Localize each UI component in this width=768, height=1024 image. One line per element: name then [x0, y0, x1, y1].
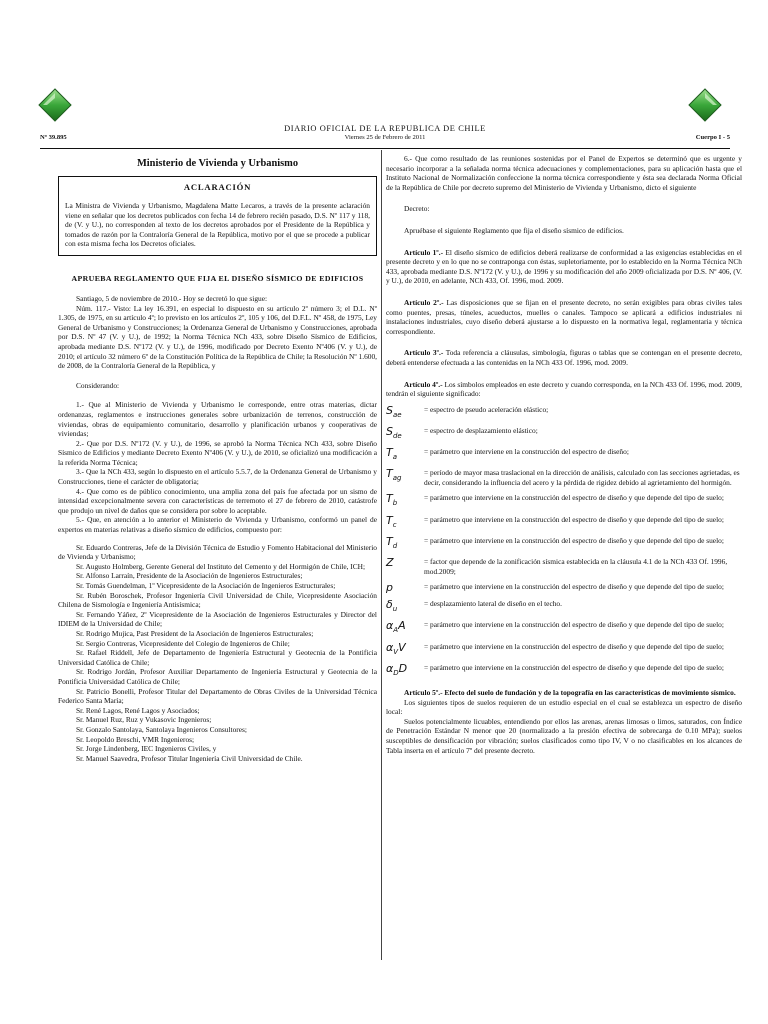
article-5-paragraph-1: Los siguientes tipos de suelos requieren de un estudio especial en el cual se establezca un espectro de diseño local:: [386, 697, 742, 717]
considerando-2: 2.- Que por D.S. Nº172 (V. y U.), de 1996, se aprobó la Norma Técnica NCh 433, sobre Diseño Sísmico de Edificios y mediante Decreto Exento Nº406 (V. y U.), de 2010, se oficializó una modificación a la referida Norma Técnica;: [58, 438, 377, 467]
left-column: [58, 150, 377, 763]
symbol-row: [386, 557, 742, 576]
article-3-heading: Artículo 3º.-: [404, 348, 444, 358]
article-4-text: Los símbolos empleados en este decreto y cuando corresponda, en la NCh 433 Of. 1996, mod. 2009, tendrán el siguiente significado:: [386, 379, 742, 399]
considerando-1: 1.- Que al Ministerio de Vivienda y Urbanismo le corresponde, entre otras materias, dictar ordenanzas, reglamentos e instrucciones generales sobre urbanización de terrenos, construcción de viviendas, obras de equipamiento comunitario, desarrollo y planificación urbanos y cooperativas de viviendas;: [58, 400, 377, 439]
symbol: $\alpha_AA$: [386, 619, 406, 635]
symbol-definition: = desplazamiento lateral de diseño en el techo.: [424, 599, 562, 609]
symbol: $S_{ae}$: [386, 403, 402, 419]
symbol-row: [386, 468, 742, 487]
symbol: $T_b$: [386, 492, 398, 508]
considerando-heading: Considerando:: [76, 380, 120, 390]
symbol-definition: = parámetro que interviene en la construcción del espectro de diseño y que depende del tipo de suelo;: [424, 582, 724, 592]
panel-member: Sr. Manuel Ruz, Ruz y Vukasovic Ingenieros;: [76, 715, 212, 725]
article-5-title: Artículo 5º.- Efecto del suelo de fundación y de la topografía en las características de movimiento sísmico.: [404, 687, 736, 697]
article-1-heading: Artículo 1º.-: [404, 247, 444, 257]
panel-member: Sr. Alfonso Larraín, Presidente de la Asociación de Ingenieros Estructurales;: [76, 571, 303, 581]
issue-number: Nº 39.895: [40, 134, 67, 141]
symbol-definition: = parámetro que interviene en la construcción del espectro de diseño y que depende del tipo de suelo;: [424, 662, 724, 672]
panel-member: Sr. Sergio Contreras, Vicepresidente del Colegio de Ingenieros de Chile;: [76, 638, 290, 648]
article-1-text: El diseño sísmico de edificios deberá realizarse de conformidad a las exigencias establecidas en el presente decreto y en lo que no se contraponga con éstas, supletoriamente, por lo establecido en la Norma Técnica NCh 433, aprobada mediante D.S. Nº172 (V. y U.), de 1996 y su modificación del año 2009 oficializada por D.S. Nº 406, (V. y U.), de 2010, en adelante, NCh 433, Of. 1996, mod. 2009.: [386, 247, 742, 286]
symbol-row: [386, 663, 742, 678]
symbol-row: [386, 447, 742, 462]
approval-paragraph: Apruébase el siguiente Reglamento que fija el diseño sísmico de edificios.: [404, 225, 624, 235]
panel-member: Sr. Rafael Riddell, Jefe de Departamento de Ingeniería Estructural y Geotecnia de la Pontificia Universidad Católica de Chile;: [58, 648, 377, 667]
symbol-row: [386, 426, 742, 441]
symbol-definition: = período de mayor masa traslacional en la dirección de análisis, calculado con las secciones agrietadas, es decir, considerando la influencia del acero y la pérdida de rigidez debido al agrietamiento del hormigón.: [424, 468, 740, 487]
panel-member: Sr. Rodrigo Jordán, Profesor Auxiliar Departamento de Ingeniería Estructural y Geotecnia de la Pontificia Universidad Católica de Chile;: [58, 667, 377, 686]
symbol-definition: = espectro de desplazamiento elástico;: [424, 425, 538, 435]
article-3-text: Toda referencia a cláusulas, simbología, figuras o tablas que se contengan en el presente decreto, deberá entenderse efectuada a las contenidas en la NCh 433 Of. 1996, mod. 2009.: [386, 348, 742, 367]
considerando-6: 6.- Que como resultado de las reuniones sostenidas por el Panel de Expertos se determinó que es urgente y necesario incorporar a la señalada norma técnica adecuaciones y complementaciones, para su aplicación hasta que el Instituto Nacional de Normalización confeccione la norma técnica correspondiente y ésta sea declarada Norma Oficial de la República de Chile por decreto supremo del Ministerio de Vivienda y Urbanismo, dicto el siguiente: [386, 154, 742, 192]
symbol: p: [386, 581, 393, 595]
decreto-heading: Decreto:: [404, 204, 430, 214]
symbol-definition: = parámetro que interviene en la construcción del espectro de diseño y que depende del tipo de suelo;: [424, 535, 724, 545]
article-2-text: Las disposiciones que se fijan en el presente decreto, no serán exigibles para obras civiles tales como puentes, presas, túneles, acueductos, muelles o canales. Tampoco se aplicará a edificios industriales ni instalaciones industriales, cuyo diseño deberá ajustarse a lo dispuesto en la normativa legal, reglamentaria y técnica correspondiente.: [386, 297, 742, 336]
article-5-heading: [386, 688, 742, 698]
symbol: $\alpha_VV$: [386, 640, 406, 656]
right-column: [386, 150, 742, 755]
symbol-definition: = parámetro que interviene en la construcción del espectro de diseño y que depende del tipo de suelo;: [424, 641, 724, 651]
arrow-left-icon[interactable]: [38, 88, 72, 122]
symbol: $T_d$: [386, 534, 398, 550]
article-4-heading: Artículo 4º.-: [404, 379, 443, 389]
symbol-row: [386, 493, 742, 508]
panel-member: Sr. Patricio Bonelli, Profesor Titular del Departamento de Obras Civiles de la Universidad Técnica Federico Santa María;: [58, 686, 377, 706]
clarification-box: [58, 176, 377, 256]
article-2: [386, 298, 742, 336]
symbol-definition: = parámetro que interviene en la construcción del espectro de diseño y que depende del tipo de suelo;: [424, 514, 724, 524]
panel-member: Sr. Manuel Saavedra, Profesor Titular Ingeniería Civil Universidad de Chile.: [76, 753, 303, 763]
expert-panel-list: [58, 543, 377, 764]
considerando-4: 4.- Que como es de público conocimiento, una amplia zona del país fue afectada por un sismo de intensidad excepcionalmente severa con características de terremoto el 27 de febrero de 2010, catástrofe que produjo un nivel de daños que se considera por sobre lo aceptable.: [58, 486, 377, 515]
symbol-row: [386, 536, 742, 551]
considerando-3: 3.- Que la NCh 433, según lo dispuesto en el artículo 5.5.7, de la Ordenanza General de Urbanismo y Construcciones, tiene el carácter de obligatoria;: [58, 467, 377, 487]
panel-member: Sr. Rubén Boroschek, Profesor Ingeniería Civil Universidad de Chile, Vicepresidente Asociación Chilena de Sismología e Ingeniería Antisísmica;: [58, 590, 377, 610]
symbol-row: [386, 599, 742, 614]
issue-date: Viernes 25 de Febrero de 2011: [344, 134, 426, 141]
panel-member: Sr. Leopoldo Breschi, VMR Ingenieros;: [76, 734, 195, 744]
panel-member: Sr. Augusto Holmberg, Gerente General del Instituto del Cemento y del Hormigón de Chile, ICH;: [76, 561, 366, 571]
masthead-rule: [40, 148, 730, 149]
symbol-definition: = parámetro que interviene en la construcción del espectro de diseño;: [424, 447, 629, 457]
article-2-heading: Artículo 2º.-: [404, 297, 444, 307]
symbol: $T_c$: [386, 513, 397, 529]
symbol: $T_a$: [386, 446, 398, 462]
symbol-definitions: [386, 405, 742, 678]
symbol-row: [386, 405, 742, 420]
panel-member: Sr. René Lagos, René Lagos y Asociados;: [76, 705, 200, 715]
symbol-row: [386, 582, 742, 593]
article-1: [386, 248, 742, 286]
place-date: Santiago, 5 de noviembre de 2010.- Hoy se decretó lo que sigue:: [76, 293, 268, 303]
panel-member: Sr. Fernando Yáñez, 2º Vicepresidente de la Asociación de Ingenieros Estructurales y Director del IDIEM de la Universidad de Chile;: [58, 609, 377, 629]
clarification-text: La Ministra de Vivienda y Urbanismo, Magdalena Matte Lecaros, a través de la presente aclaración viene en señalar que los decretos publicados con fecha 14 de febrero recién pasado, D.S. Nº 117 y 118, de (V. y U.), no corresponden al texto de los decretos aprobados por el Presidente de la República y tomados de razón por la Contraloría General de la República, motivo por el que se procede a publicar con esta misma fecha los Decretos oficiales.: [65, 201, 370, 249]
article-5-paragraph-2: Suelos potencialmente licuables, entendiendo por ellos las arenas, arenas limosas o limos, saturados, con Índice de Penetración Estándar N menor que 20 (normalizado a la presión efectiva de sobrecarga de 0.10 MPa); suelos susceptibles de densificación por vibración; suelos clasificados como tipo IV, V o no clasificables en los alcances de Tabla inserta en el artículo 7º del presente decreto.: [386, 716, 742, 755]
considerando-5: 5.- Que, en atención a lo anterior el Ministerio de Vivienda y Urbanismo, conformó un panel de expertos en materias relativas a diseño sísmico de edificios, compuesto por:: [58, 515, 377, 535]
panel-member: Sr. Tomás Guendelman, 1º Vicepresidente de la Asociación de Ingenieros Estructurales;: [76, 581, 336, 590]
symbol-row: [386, 515, 742, 530]
decree-title: APRUEBA REGLAMENTO QUE FIJA EL DISEÑO SÍSMICO DE EDIFICIOS: [71, 273, 364, 283]
panel-member: Sr. Jorge Lindenberg, IEC Ingenieros Civiles, y: [76, 744, 217, 754]
symbol: $\delta_u$: [386, 598, 398, 614]
symbol-definition: = espectro de pseudo aceleración elástico;: [424, 404, 549, 414]
section-label: Cuerpo I - 5: [695, 134, 730, 141]
column-divider: [381, 150, 382, 960]
symbol: $\alpha_DD$: [386, 661, 408, 677]
symbol-definition: = parámetro que interviene en la construcción del espectro de diseño y que depende del tipo de suelo;: [424, 493, 724, 503]
symbol-row: [386, 620, 742, 635]
panel-member: Sr. Rodrigo Mujica, Past President de la Asociación de Ingenieros Estructurales;: [76, 628, 314, 638]
masthead: [40, 124, 730, 148]
symbol: $S_{de}$: [386, 424, 402, 441]
panel-member: Sr. Eduardo Contreras, Jefe de la División Técnica de Estudio y Fomento Habitacional del Ministerio de Vivienda y Urbanismo;: [58, 542, 377, 562]
clarification-title: ACLARACIÓN: [183, 182, 252, 192]
symbol-row: [386, 642, 742, 657]
symbol-definition: = parámetro que interviene en la construcción del espectro de diseño y que depende del tipo de suelo;: [424, 620, 724, 630]
symbol: $T_{ag}$: [386, 467, 402, 483]
article-3: [386, 348, 742, 367]
panel-member: Sr. Gonzalo Santolaya, Santolaya Ingenieros Consultores;: [76, 724, 247, 734]
article-4: [386, 380, 742, 399]
arrow-right-icon[interactable]: [688, 88, 722, 122]
ministry-heading: Ministerio de Vivienda y Urbanismo: [136, 158, 299, 169]
symbol-definition: = factor que depende de la zonificación sísmica establecida en la cláusula 4.1 de la NCh 433 Of. 1996, mod.2009;: [424, 557, 728, 576]
gazette-title: DIARIO OFICIAL DE LA REPUBLICA DE CHILE: [284, 124, 486, 133]
symbol: Z: [386, 556, 394, 569]
vistos-paragraph: Núm. 117.- Visto: La ley 16.391, en especial lo dispuesto en su artículo 2º número 3; el D.L. Nº 1.305, de 1975, en su artículo 4º; lo previsto en los artículos 2º, 105 y 106, del D.F.L. Nº 458, de 1975, Ley General de Urbanismo y Construcciones; la Ordenanza General de Urbanismo y Construcciones, aprobada por D.S. Nº 47 (V. y U.), de 1992; la Norma Técnica NCh 433, sobre Diseño Sísmico de Edificios, aprobada mediante D.S. Nº172 (V. y U.), de 1996, modificado por Decreto Exento Nº406 (V. y U.), de 2010; el artículo 32 número 6º de la Constitución Política de la República de Chile; la Resolución Nº 1.600, de 2008, de la Contraloría General de la República, y: [58, 303, 377, 371]
